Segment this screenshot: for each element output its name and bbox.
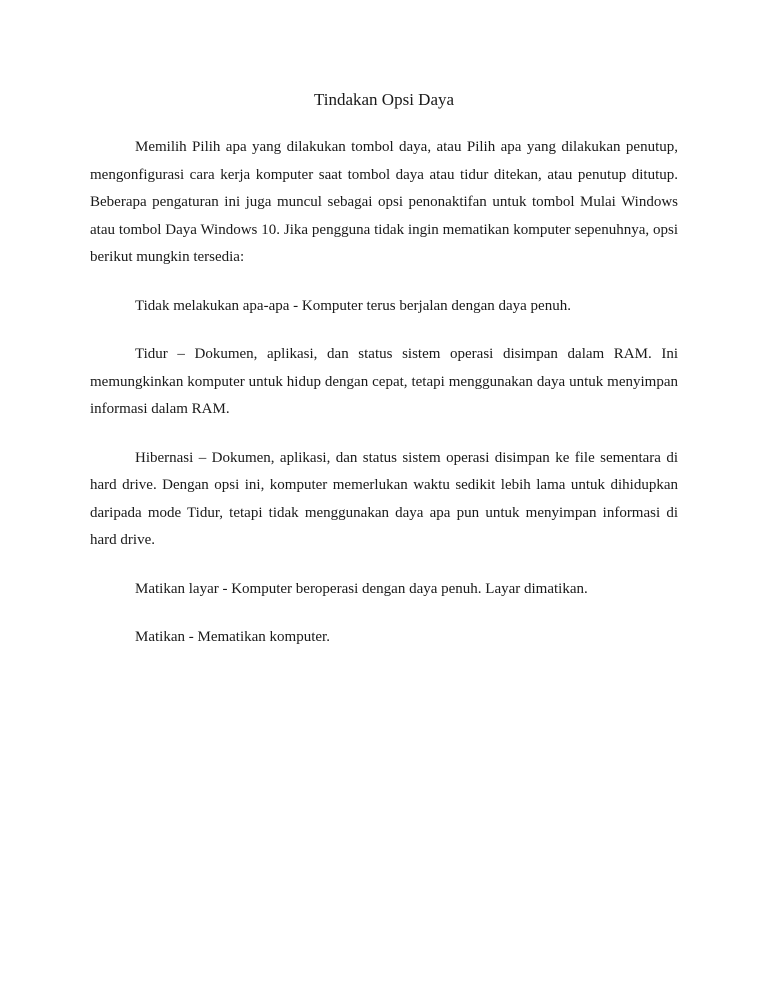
- document-body: [90, 134, 678, 673]
- option-shut-down-paragraph: Matikan - Mematikan komputer.: [135, 629, 330, 645]
- intro-paragraph: Memilih Pilih apa yang dilakukan tombol daya, atau Pilih apa yang dilakukan penutup, mengonfigurasi cara kerja komputer saat tombol daya atau tidur ditekan, atau penutup ditutup. Beberapa pengaturan ini juga muncul sebagai opsi penonaktifan untuk tombol Mulai Windows atau tombol Daya Windows 10. Jika pengguna tidak ingin mematikan komputer sepenuhnya, opsi berikut mungkin tersedia:: [90, 139, 678, 265]
- option-do-nothing-paragraph: Tidak melakukan apa-apa - Komputer terus berjalan dengan daya penuh.: [135, 297, 571, 314]
- option-turn-off-display-paragraph: Matikan layar - Komputer beroperasi dengan daya penuh. Layar dimatikan.: [135, 580, 588, 597]
- document-title: Tindakan Opsi Daya: [313, 90, 455, 109]
- option-hibernate-paragraph: Hibernasi – Dokumen, aplikasi, dan status sistem operasi disimpan ke file sementara di hard drive. Dengan opsi ini, komputer memerlukan waktu sedikit lebih lama untuk dihidupkan daripada mode Tidur, tetapi tidak menggunakan daya apa pun untuk menyimpan informasi di hard drive.: [90, 449, 678, 548]
- option-sleep-paragraph: Tidur – Dokumen, aplikasi, dan status sistem operasi disimpan dalam RAM. Ini memungkinkan komputer untuk hidup dengan cepat, tetapi menggunakan daya untuk menyimpan informasi dalam RAM.: [90, 346, 678, 417]
